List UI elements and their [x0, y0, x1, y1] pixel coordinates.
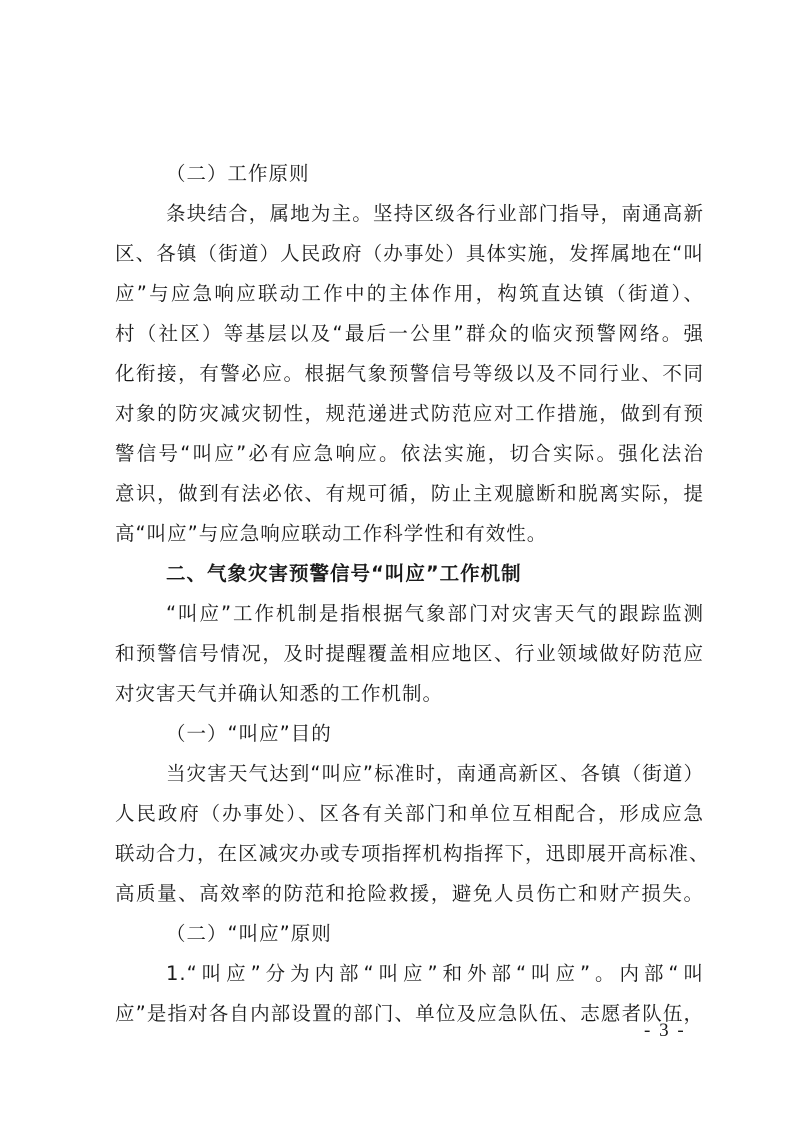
paragraph-line: 联动合力，在区减灾办或专项指挥机构指挥下，迅即展开高标准、 [115, 842, 710, 865]
paragraph-line: 警信号“叫应”必有应急响应。依法实施，切合实际。强化法治 [115, 442, 704, 465]
section-heading-purpose: （一）“叫应”目的 [166, 722, 332, 745]
paragraph-line: 意识，做到有法必依、有规可循，防止主观臆断和脱离实际，提 [115, 482, 704, 505]
paragraph-line: 化衔接，有警必应。根据气象预警信号等级以及不同行业、不同 [115, 362, 704, 385]
paragraph-line: 应”是指对各自内部设置的部门、单位及应急队伍、志愿者队伍， [115, 1002, 704, 1025]
paragraph-line: 应”与应急响应联动工作中的主体作用，构筑直达镇（街道）、 [115, 282, 704, 305]
paragraph-line: 和预警信号情况，及时提醒覆盖相应地区、行业领域做好防范应 [115, 642, 704, 665]
paragraph-line: 村（社区）等基层以及“最后一公里”群众的临灾预警网络。强 [115, 322, 704, 345]
section-heading-warning-mechanism: 二、气象灾害预警信号“叫应”工作机制 [166, 562, 522, 585]
paragraph-line: 人民政府（办事处）、区各有关部门和单位互相配合，形成应急 [115, 802, 704, 825]
paragraph-line: 1.“叫应”分为内部“叫应”和外部“叫应”。内部“叫 [166, 962, 704, 985]
paragraph-line: 对象的防灾减灾韧性，规范递进式防范应对工作措施，做到有预 [115, 402, 704, 425]
section-heading-work-principles: （二）工作原则 [166, 162, 310, 185]
page-number: - 3 - [644, 1020, 686, 1041]
section-heading-principles: （二）“叫应”原则 [166, 922, 332, 945]
paragraph-line: 高“叫应”与应急响应联动工作科学性和有效性。 [115, 522, 548, 545]
paragraph-line: “叫应”工作机制是指根据气象部门对灾害天气的跟踪监测 [166, 602, 704, 625]
paragraph-line: 对灾害天气并确认知悉的工作机制。 [115, 682, 444, 705]
paragraph-line: 区、各镇（街道）人民政府（办事处）具体实施，发挥属地在“叫 [115, 242, 704, 265]
paragraph-line: 条块结合，属地为主。坚持区级各行业部门指导，南通高新 [166, 202, 704, 225]
paragraph-line: 高质量、高效率的防范和抢险救援，避免人员伤亡和财产损失。 [115, 882, 704, 905]
paragraph-line: 当灾害天气达到“叫应”标准时，南通高新区、各镇（街道） [166, 762, 704, 785]
